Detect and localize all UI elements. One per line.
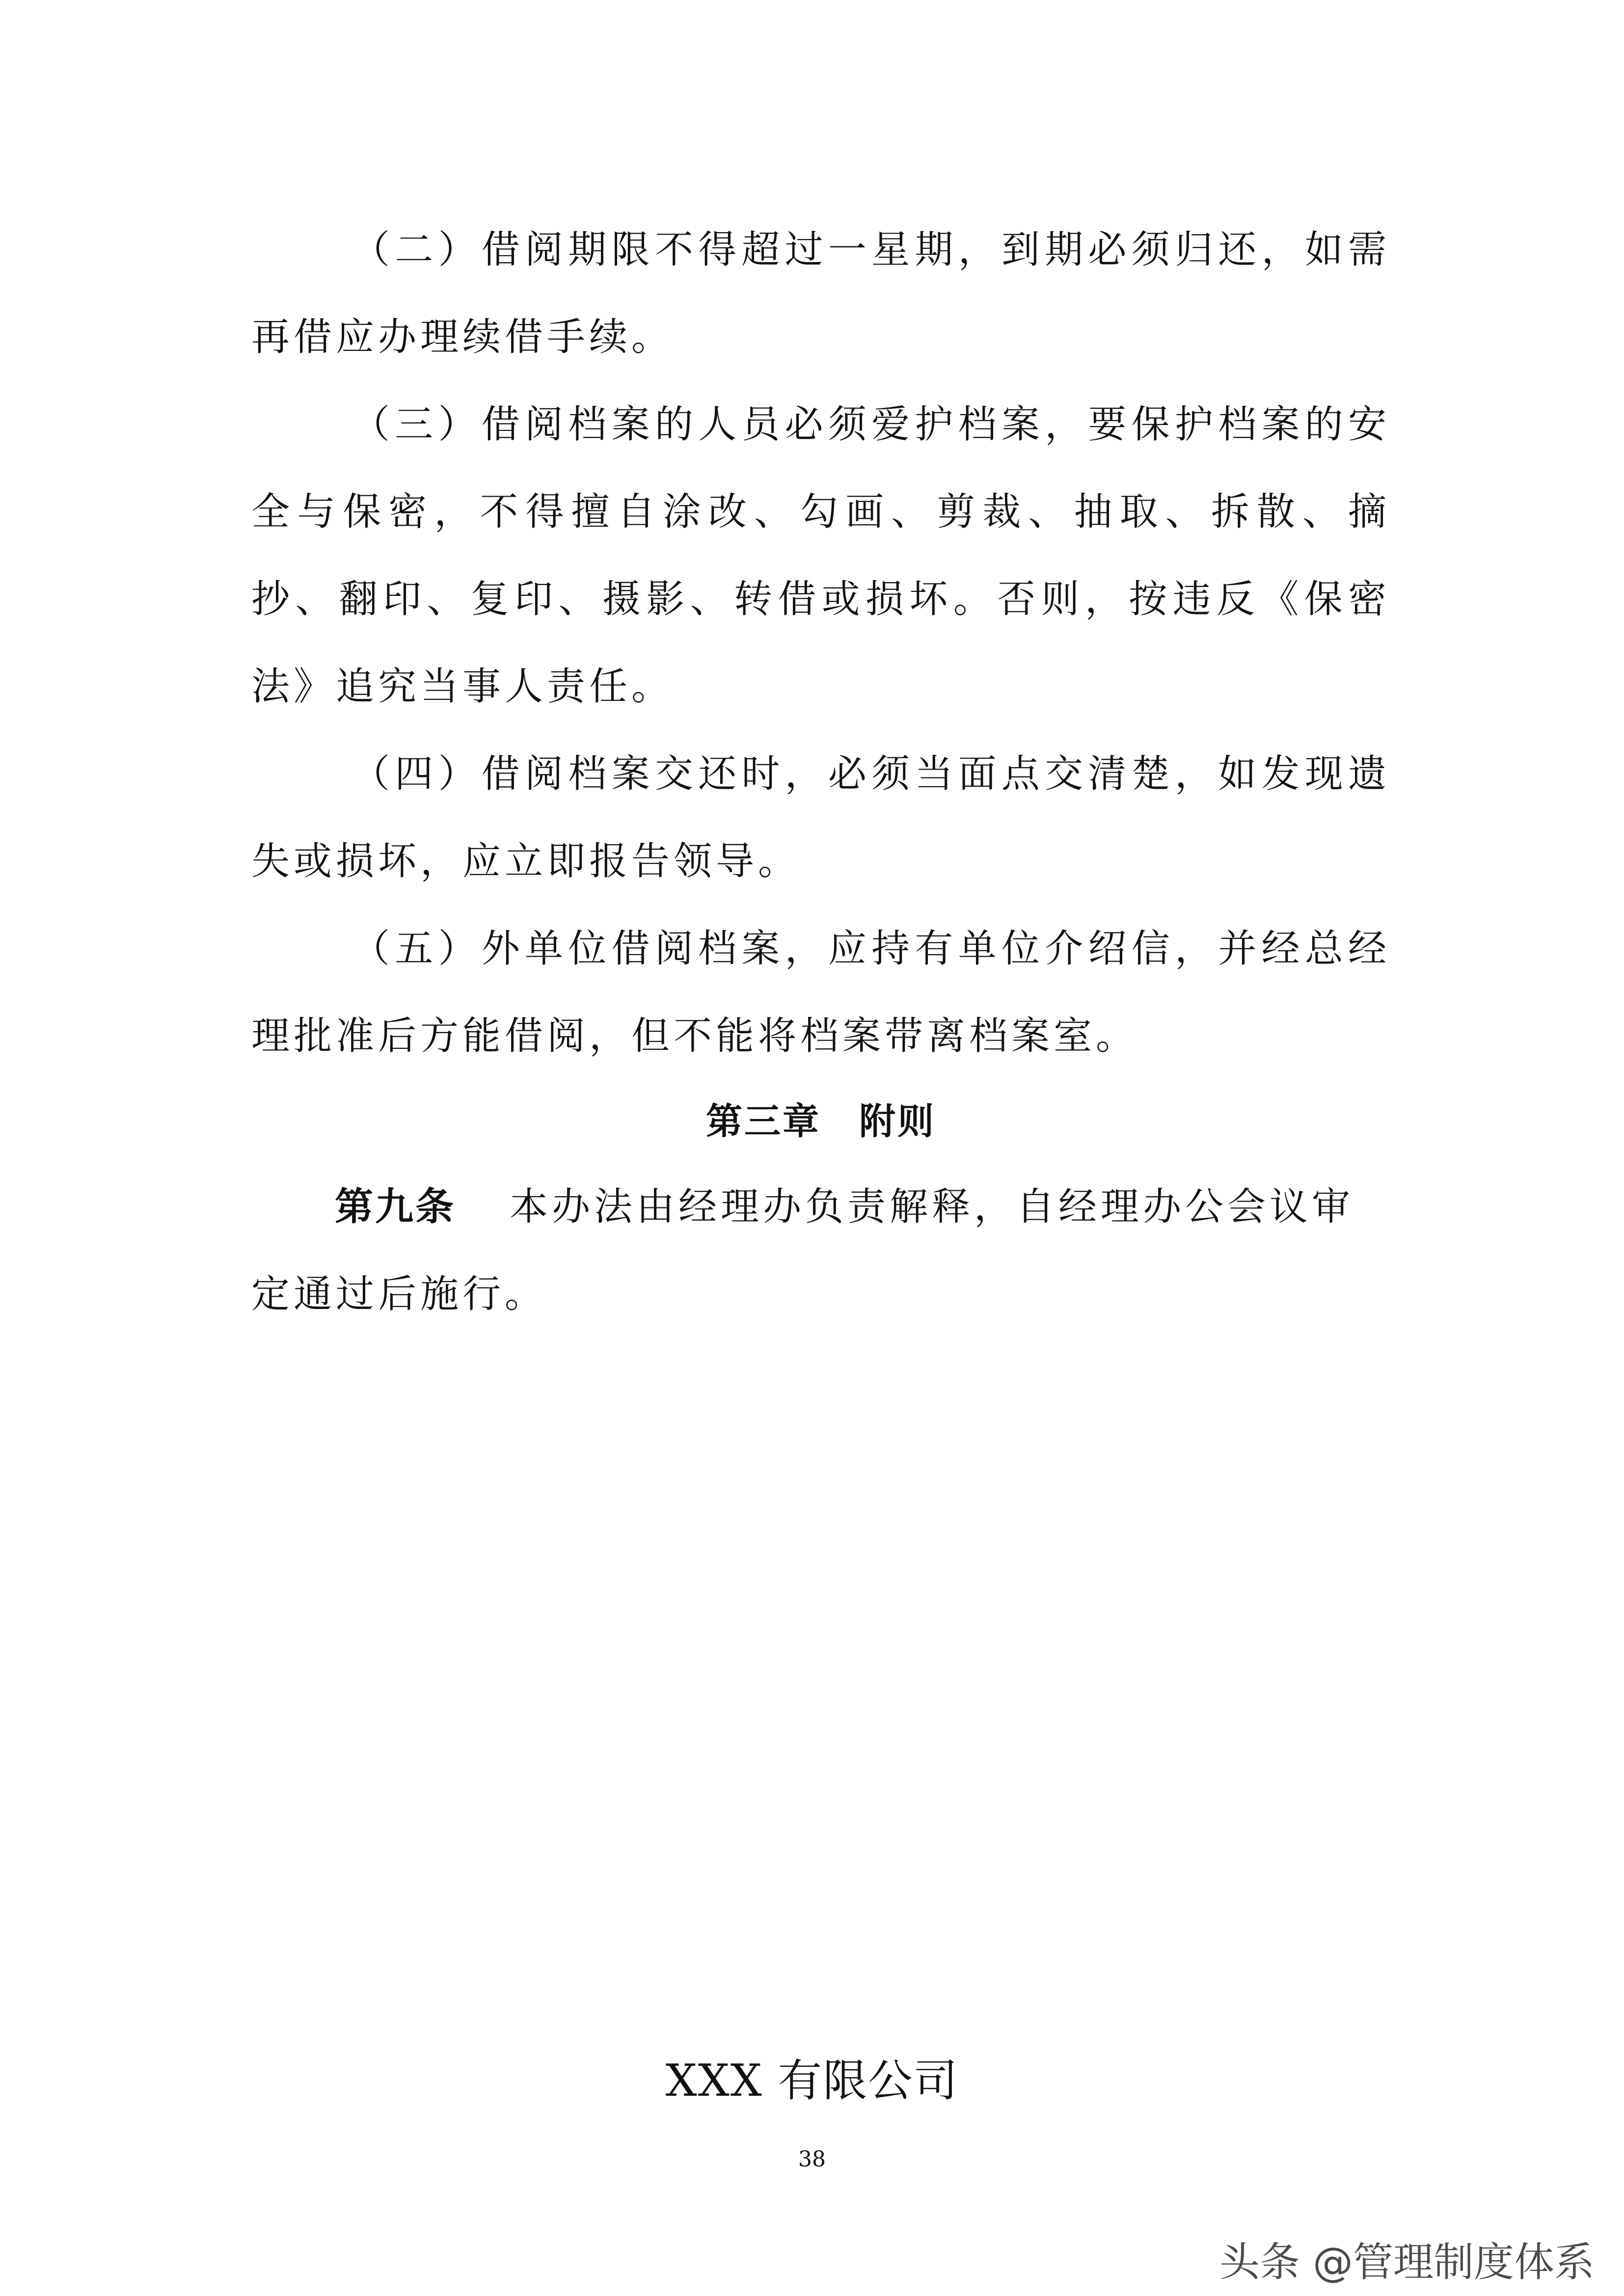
chapter-title: 第三章 附则 [706, 1100, 936, 1143]
page-number: 38 [798, 2147, 826, 2172]
paragraph-archive-care: （三）借阅档案的人员必须爱护档案，要保护档案的安全与保密，不得擅自涂改、勾画、剪裁、抽取、拆散、摘抄、翻印、复印、摄影、转借或损坏。否则，按违反《保密法》追究当事人责任。 [251, 402, 1390, 709]
company-name: XXX 有限公司 [665, 2055, 959, 2107]
paragraph-borrow-period: （二）借阅期限不得超过一星期，到期必须归还，如需再借应办理续借手续。 [251, 228, 1390, 359]
article-label: 第九条 [335, 1185, 456, 1229]
article-text: 本办法由经理办负责解释，自经理办公会议审定通过后施行。 [251, 1185, 1354, 1316]
paragraph-archive-return: （四）借阅档案交还时，必须当面点交清楚，如发现遗失或损坏，应立即报告领导。 [251, 752, 1390, 883]
paragraph-external-borrow: （五）外单位借阅档案，应持有单位介绍信，并经总经理批准后方能借阅，但不能将档案带离档案室。 [251, 927, 1390, 1058]
document-body [251, 206, 1390, 1338]
watermark: 头条 @管理制度体系 [1219, 2239, 1595, 2286]
article-nine [251, 1163, 1390, 1338]
